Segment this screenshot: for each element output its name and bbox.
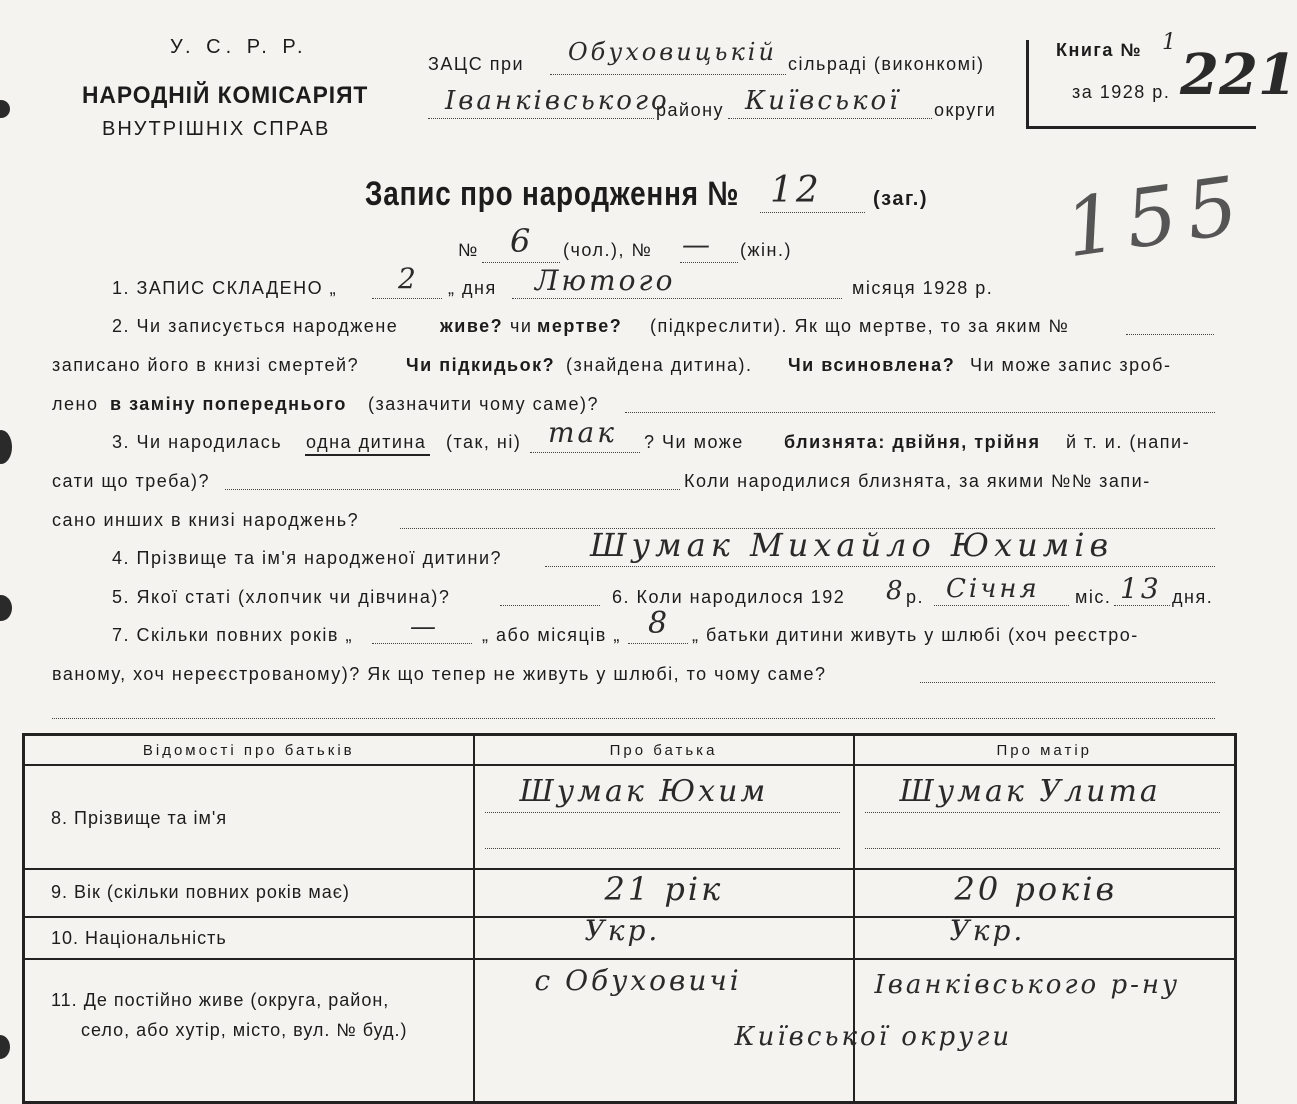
row-label: 8. Прізвище та ім'я: [51, 808, 228, 828]
q2-live: живе?: [440, 316, 504, 336]
punch-hole: [0, 1035, 10, 1059]
q3-c: ? Чи може: [644, 432, 744, 452]
q3-d: й т. и. (напи-: [1066, 432, 1191, 452]
archive-number: 221: [1180, 42, 1297, 108]
column-header: Про матір: [854, 735, 1236, 766]
q3-g: сано инших в книзі народжень?: [52, 510, 360, 530]
q1-day-label: „ дня: [448, 278, 497, 298]
table-row: [24, 869, 1236, 917]
parents-table: [22, 733, 1237, 1104]
record-suffix: (заг.): [873, 188, 929, 210]
q5-text: 5. Якої статі (хлопчик чи дівчина)?: [112, 587, 451, 607]
q2-c: записано його в книзі смертей?: [52, 355, 360, 375]
female-label: (жін.): [740, 240, 792, 260]
q7-d: ваному, хоч нереєстрованому)? Як що тепер не живуть у шлюбі, то чому саме?: [52, 664, 827, 684]
male-no-label: №: [458, 240, 479, 260]
mother-residence: Іванківського р-ну: [874, 970, 1181, 1000]
q7-a: 7. Скільки повних років „: [112, 625, 353, 645]
q2-e: Чи може запис зроб-: [970, 355, 1172, 375]
okruga-label: округи: [934, 100, 997, 120]
q6-r: р.: [906, 587, 925, 607]
male-no-value: 6: [510, 222, 534, 260]
q3-one: одна дитина: [306, 432, 427, 452]
father-nationality: Укр.: [584, 914, 661, 947]
record-title: Запис про народження №: [365, 175, 740, 213]
commissariat-title: НАРОДНІЙ КОМІСАРІЯТ: [82, 82, 369, 109]
mother-name: Шумак Улита: [899, 774, 1161, 809]
book-label: Книга №: [1056, 40, 1142, 60]
female-no-value: —: [682, 228, 713, 261]
mother-residence: Київської округи: [734, 1022, 1013, 1052]
mother-nationality: Укр.: [949, 914, 1026, 947]
district-label: району: [656, 100, 725, 120]
mother-age: 20 років: [954, 870, 1118, 908]
table-row: [24, 917, 1236, 959]
row-label: село, або хутір, місто, вул. № буд.): [81, 1020, 408, 1040]
q2-replace: в заміну попереднього: [110, 394, 347, 414]
republic-header: У. С. Р. Р.: [170, 36, 308, 58]
zags-council-suffix: сільраді (виконкомі): [788, 54, 985, 74]
birth-month: Січня: [946, 574, 1040, 604]
q2-d: (знайдена дитина).: [566, 355, 753, 375]
column-header: Відомості про батьків: [24, 735, 474, 766]
punch-hole: [0, 595, 12, 621]
q1-month: Лютого: [535, 264, 676, 297]
child-name: Шумак Михайло Юхимів: [590, 526, 1114, 564]
father-name: Шумак Юхим: [519, 774, 769, 809]
birth-day: 13: [1120, 572, 1162, 605]
zags-prefix: ЗАЦС при: [428, 54, 525, 74]
row-label: 11. Де постійно живе (округа, район,: [51, 990, 390, 1010]
commissariat-subtitle: ВНУТРІШНІХ СПРАВ: [102, 118, 331, 140]
q2-f: лено: [52, 394, 99, 414]
zags-village-council: Обуховицькій: [568, 38, 777, 66]
q2-b: (підкреслити). Як що мертве, то за яким №: [650, 316, 1070, 336]
q2-found: Чи підкидьок?: [406, 355, 556, 375]
marriage-years: —: [410, 612, 439, 642]
q7-c: „ батьки дитини живуть у шлюбі (хоч реєстро-: [692, 625, 1139, 645]
page-mark: 155: [1059, 157, 1254, 276]
marriage-months: 8: [648, 606, 671, 641]
q3-b: (так, ні): [446, 432, 522, 452]
record-number: 12: [770, 170, 822, 211]
q6-dnya: дня.: [1172, 587, 1214, 607]
q2-g: (зазначити чому саме)?: [368, 394, 599, 414]
q1-text: 1. ЗАПИС СКЛАДЕНО „: [112, 278, 338, 298]
table-header-row: [24, 735, 1236, 766]
q3-f: Коли народилися близнята, за якими №№ запи-: [684, 471, 1151, 491]
q3-twins: близнята: двійня, трійня: [784, 432, 1041, 452]
birth-year-digit: 8: [886, 576, 906, 606]
father-residence: с Обуховичі: [534, 964, 742, 997]
q3-a: 3. Чи народилась: [112, 432, 283, 452]
punch-hole: [0, 430, 12, 464]
q1-tail: місяця 1928 р.: [852, 278, 994, 298]
q7-b: „ або місяців „: [482, 625, 621, 645]
father-age: 21 рік: [604, 870, 724, 908]
table-row: [24, 765, 1236, 869]
table-row: [24, 959, 1236, 1103]
column-header: Про батька: [474, 735, 854, 766]
q6-mis: міс.: [1075, 587, 1112, 607]
q4-text: 4. Прізвище та ім'я народженої дитини?: [112, 548, 503, 568]
row-label: 9. Вік (скільки повних років має): [51, 882, 350, 902]
book-year: за 1928 р.: [1072, 82, 1171, 102]
book-number: 1: [1162, 30, 1179, 55]
row-label: 10. Національність: [51, 928, 227, 948]
q3-answer: так: [548, 416, 617, 449]
q1-day: 2: [398, 262, 419, 295]
punch-hole: [0, 100, 10, 118]
q2-dead: мертве?: [537, 316, 623, 336]
q6-text: 6. Коли народилося 192: [612, 587, 846, 607]
male-label: (чол.), №: [563, 240, 653, 260]
q3-e: сати що треба)?: [52, 471, 211, 491]
okruga-value: Київської: [745, 86, 901, 116]
q2-a: 2. Чи записується народжене: [112, 316, 399, 336]
q2-or: чи: [510, 316, 533, 336]
q2-adopt: Чи всиновлена?: [788, 355, 956, 375]
district-value: Іванківського: [445, 86, 670, 116]
